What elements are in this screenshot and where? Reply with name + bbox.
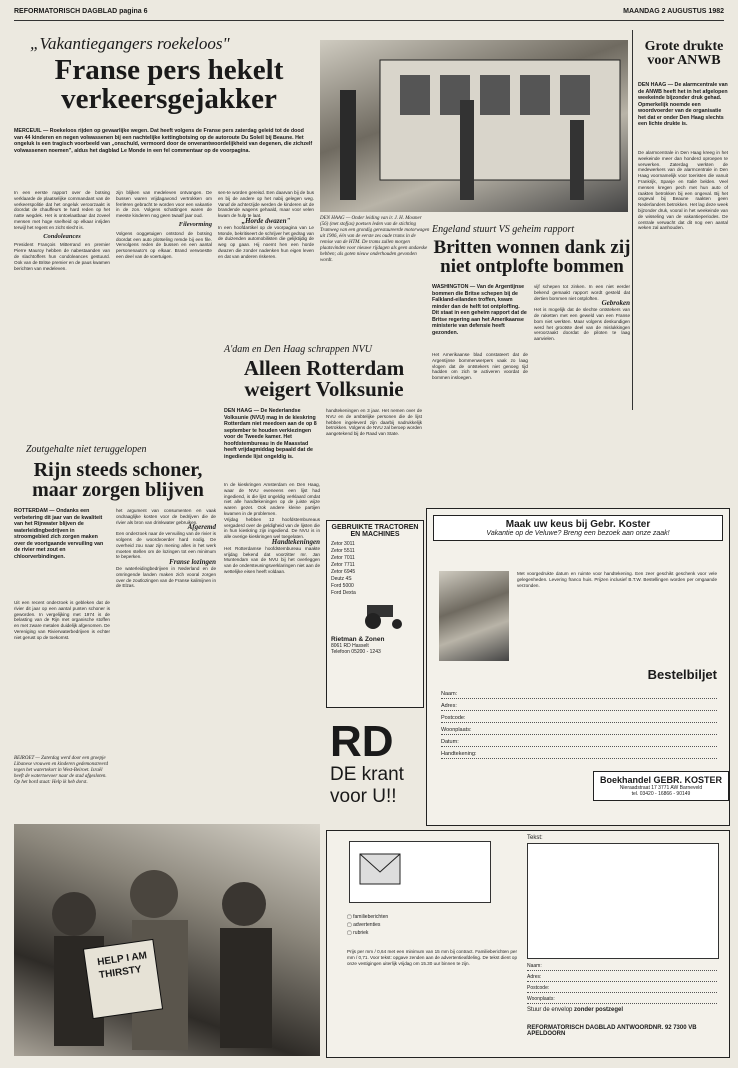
classified-options [347,913,388,937]
anwb-lead: DEN HAAG — De alarmcentrale van de ANWB heeft het in het afgelopen weekeinde bijzonder druk gehad. Opmerkelijk noemde een woordvoerder van de organisatie het dat er onder Den Haag slechts een lichte drukte is. [638,82,728,127]
koster-ad-banner [433,515,723,541]
koster-firm-box [593,771,729,801]
article3-headline: Alleen Rotterdam weigert Volksunie [243,356,405,401]
article4-headline: Rijn steeds schoner, maar zorgen blijven [32,459,204,501]
article1-kicker: „Vakantiegangers roekeloos" [30,34,230,53]
tractor-ad-phone: Telefoon 05200 - 1243 [331,649,381,655]
koster-ad-title: Maak uw keus bij Gebr. Koster [505,519,651,530]
protest-sign-text: HELP I AM THIRSTY [96,950,148,982]
protest-illustration [14,824,320,1056]
order-form-title: Bestelbiljet [647,667,717,682]
rd-ad-line1: DE krant [330,764,404,785]
tractor-item: Zetor 7711 [331,562,355,568]
envelope-icon [350,842,490,902]
subhead-handtekeningen: Handtekeningen [271,537,320,546]
classified-field-name[interactable]: Naam: [527,963,717,971]
article3-col2: handtekeningen en 3 jaar. Het nemen over de NVU en de ambtelijke personen die de lijst hebben ingeleverd zijn daarbij nadrukkelijk betrokken. Volgens de NVU zal beroep worden aangetekend bij de Raad van State. [326,408,422,437]
running-header [14,8,724,21]
tractor-icon [327,597,423,631]
classified-form [326,830,730,1058]
option-advertenties[interactable]: ▢ advertenties [347,922,381,928]
koster-ad-subtitle: Vakantie op de Veluwe? Breng een bezoek aan onze zaak! [486,530,670,537]
classified-footer [527,1007,717,1013]
tram-photo [320,40,628,212]
classified-field-address[interactable]: Adres: [527,974,717,982]
tractor-item: Deutz 4S [331,576,352,582]
order-field-date[interactable]: Datum: [441,739,717,747]
koster-ad [426,508,730,826]
subhead-condoleances: Condoleances [43,232,81,240]
running-header-right: MAANDAG 2 AUGUSTUS 1982 [623,8,724,15]
beirut-photo-caption: BEIROET — Zaterdag werd door een groepje Libanese vrouwen en kinderen gedemonstreerd tegen het watertekort in West-Beiroet. Israël heeft de watertoevoer naar de stad afgesloten. Op het bord staat: Help ik heb dorst. [14,756,108,785]
subhead-filevorming: Filevorming [178,220,212,228]
tractor-item: Zetor 7011 [331,555,355,561]
tractor-ad-title: GEBRUIKTE TRACTOREN EN MACHINES [331,524,419,538]
tractor-ad-address: 8061 RD Hasselt [331,643,369,649]
tractor-item: Ford Dexta [331,590,356,596]
subhead-afgeremd: Afgeremd [187,523,216,532]
classified-address: REFORMATORISCH DAGBLAD ANTWOORDNR. 92 7300 VB APELDOORN [527,1025,697,1037]
order-field-name[interactable]: Naam: [441,691,717,699]
order-field-address[interactable]: Adres: [441,703,717,711]
tram-illustration [320,40,628,212]
tractor-ad-list [327,541,423,597]
anwb-headline: Grote drukte voor ANWB [644,39,724,68]
article3-kicker: A'dam en Den Haag schrappen NVU [224,344,372,355]
article2-lead: WASHINGTON — Van de Argentijnse bommen die Britse schepen bij de Falkland-eilanden troffen, kwam minder dan de helft tot ontploffing. Dit staat in een geheim rapport dat de Britse regering aan het Amerikaanse ministerie van defensie heeft gezonden. [432,284,527,336]
article1-col3: sen-te worden gereisd. Een daarvan bij de bus en bij de andere op het nabij gelegen weg. Vanaf de achterzijde werden de kinderen uit de brandende wagens gehaald, maar voor velen kwam de hulp te laat. „Horde dwazen" In een hoofdartikel op de voorpagina van Le Monde, bekritiseert de schrijver het gedrag van de duizenden automobilisten die gelijktijdig de weg op gaan. Hij noemt hen een horde dwazen die zonder nadenken hun eigen leven en dat van anderen riskeren. [218,190,314,259]
classified-footer-bold: zonder postzegel [574,1007,624,1013]
option-familieberichten[interactable]: ▢ familieberichten [347,914,389,920]
running-header-left: REFORMATORISCH DAGBLAD pagina 6 [14,8,148,15]
koster-firm-name: Boekhandel GEBR. KOSTER [599,775,723,785]
classified-text-label: Tekst: [527,835,543,841]
tram-photo-caption: DEN HAAG — Onder leiding van ir. J. H. Mosmer (56) (met stofjas) poetsen leden van de stichting Tramweg van een grondig gerestaureerde motorwagen uit 1906, één van de eerste zes oude trams in de remise van de HTM. De trams zullen morgen plaatsvinden voor nieuwe rijdagen als geen andaeske hebben; als goten nieuw onderhouden gevonden wordt. [320,216,430,263]
column-rule [632,30,633,410]
article4-kicker: Zoutgehalte niet teruggelopen [26,444,147,455]
classified-footer-label: Stuur de envelop [527,1007,573,1013]
article4-col1: Uit een recent onderzoek is gebleken dat de rivier dit jaar op een aantal punten schoner is geworden. In vergelijking met 1974 is de belasting van de Rijn met organische stoffen en met zware metalen duidelijk afgenomen. De Vereniging van Rivierwaterbedrijven is echter niet gerust op de toekomst. [14,600,110,640]
article1-headline: Franse pers hekelt verkeersgejakker [54,54,284,115]
koster-firm-address: Nieraadstraat 17 3771 AW Barneveld [619,785,703,791]
article4-col2: het argument van consumenten en vaak ondraaglijke kosten voor de bedrijven die de rivier als bron van drinkwater gebruiken. Afgeremd Een onderzoek naar de vervuiling van de rivier is volgens de woordvoerder hard nodig. De overheid zou naar zijn mening alles in het werk moeten stellen om de lozingen tot een minimum te beperken. Franse lozingen De waterleidingbedrijven in Nederland en de omringende landen maken zich vooral zorgen over de zoutlozingen van de Franse kalimijnen in de Elzas. [116,508,216,589]
article2-col2: vijf schepen tot zinken. In een niet eerder bekend gemaakt rapport wordt gesteld dat dertien bommen niet ontploften. Gebroken Het is mogelijk dat de slechte ontstekers van de raketten met een geweld van een Franse bom niet werkten. Maar volgens deskundigen werd het grootste deel van de mislukkingen veroorzaakt doordat de piloten te laag aanvielen. [534,284,630,342]
article3-lead: DEN HAAG — De Nederlandse Volksunie (NVU) mag in de kieskring Rotterdam niet meedoen aan de op 8 september te houden verkiezingen voor de Tweede kamer. Het hoofdstembureau in de Maasstad heeft vrijdagmiddag bepaald dat de ingediende lijst ongeldig is. [224,408,317,460]
article2-headline: Britten wonnen dank zij niet ontplofte bommen [433,237,631,277]
article4-lead: ROTTERDAM — Ondanks een verbetering dit jaar van de kwaliteit van het Rijnwater blijven de waterleidingbedrijven in stroomgebied zich zorgen maken over de voortgaande vervuiling van de rivier met zout en chloorverbindingen. [14,508,104,560]
tractor-item: Zetor 6945 [331,569,356,575]
article1-lead: MERCEUIL — Roekeloos rijden op gevaarlijke wegen. Dat heeft volgens de Franse pers zaterdag geleid tot de dood van 44 kinderen en negen volwassenen bij een nachtelijke kettingbotsing op de autoroute Du Soleil bij Beaune. Het ongeluk is een tragisch voorbeeld van „onschuld, vermoord door de onverantwoordelijkheid van degenen, die zichzelf volwassenen noemen", aldus het dagblad Le Monde in een fel commentaar op de voorpagina. [14,128,313,154]
order-field-postcode[interactable]: Postcode: [441,715,717,723]
tractor-item: Zetor 5511 [331,548,355,554]
article3-col1: In de kieskringen Amsterdam en Den Haag, waar de NVU eveneens een lijst had ingediend, is die lijst ongeldig verklaard omdat niet alle handtekeningen op de juiste wijze waren gezet. Ook andere kleine partijen kwamen in de problemen. Vrijdag hebben 12 hoofdstembureaus vergaderd over de geldigheid van de lijsten die in hun kieskring zijn ingediend. De NVU is in alle overige kieskringen wel toegelaten. Handtekeningen Het Rotterdamse hoofdstembureau maakte vrijdag bekend dat voorzitter mr. Jan Muntendam van de NVU bij het overleggen van de ondersteuningsverklaringen niet aan de wettelijke eisen heeft voldaan. [224,482,320,574]
article2-col1: Het Amerikaanse blad constateert dat de Argentijnse bommenwerpers vaak zo laag vlogen dat de ontstekers niet genoeg tijd hadden om zich te activeren voordat de bommen insloegen. [432,352,528,381]
tractor-ad [326,520,424,708]
subhead-gebroken: Gebroken [601,299,630,308]
koster-firm-phone: tel. 03420 - 16866 - 90149 [631,791,691,797]
classified-address-fields [527,963,717,1007]
option-rubriek[interactable]: ▢ rubriek [347,930,369,936]
koster-ad-offer: Met voorgedrukte datum en ruimte voor handtekening. Een zeer geschikt geschenk voor vele gelegenheden. Levering franco huis. Prijzen inclusief B.T.W. Bestellingen worden per omgaande verzonden. [517,571,717,588]
rd-ad [330,717,420,824]
subhead-horde-dwazen: „Horde dwazen" [241,216,291,225]
book-cover-image [439,571,509,661]
order-form [441,691,717,763]
article2-kicker: Engeland stuurt VS geheim rapport [432,224,575,235]
anwb-body: De alarmcentrale in Den Haag kreeg in het weekeinde meer dan honderd oproepen te verwerken. Zaterdag werkten de medewerkers van de alarmcentrale in Den Haag voornamelijk voor toeristen die vanuit Frankrijk, Spanje en Italië belden. Veel mensen kregen pech met hun auto of raakten betrokken bij een ongeval. Bij het ongeval bij Beaune raakten geen Nederlanders betrokken. Het lag deze week bijzonder druk, vooral in het weekeinde van de wisseling van de vakantieperiodes. De centrale verwacht dat dit nog een aantal weken zal aanhouden. [638,150,728,231]
article1-col2: zijn blijken van medeleven ontvangen. De bussen waren vrijdagavond vertrokken om ferriëren gebracht te worden voor een vakantie in de zon. Volgens schattingen waren de meeste kinderen nog geen twaalf jaar oud. Filevorming Volgens ooggetuigen ontstond de botsing doordat een auto plotseling remde bij een file. Vervolgens reden de bussen en een aantal personenauto's op elkaar. Brand verwoestte een deel van de voertuigen. [116,190,212,259]
rd-ad-line2: voor U!! [330,786,397,807]
tractor-item: Ford 5000 [331,583,354,589]
mailbox-illustration [349,841,491,903]
classified-field-postcode[interactable]: Postcode: [527,985,717,993]
classified-text-area[interactable] [527,843,719,959]
subhead-franse-lozingen: Franse lozingen [169,558,216,567]
order-field-signature[interactable]: Handtekening: [441,751,717,759]
order-field-city[interactable]: Woonplaats: [441,727,717,735]
beirut-photo [14,824,320,1056]
classified-field-city[interactable]: Woonplaats: [527,996,717,1004]
rd-logo: RD [330,717,394,766]
classified-instructions: Prijs per mm / 0,64 met een minimum van 15 mm bij contract. Familieberichten per mm / 0,71. Voor tekst: opgave zenden aan de advertentieafdeling. De tekst dient op onze vestigingen uiterlijk vrijdag om 15.30 uur binnen te zijn. [347,949,517,966]
tractor-ad-firm: Rietman & Zonen [331,636,385,643]
article1-col1: In een eerste rapport over de botsing verklaarde de plaatselijke commandant van de verkeerspolitie dat het ongeluk veroorzaakt is doordat de chauffeurs te hard reden op het natte wegdek. Het is ontoelaatbaar dat zoveel mensen met hoge snelheid op elkaar inrijden terwijl het regent en zicht slecht is. Condoleances President François Mitterrand en premier Pierre Mauroy hebben de nabestaanden van de slachtoffers hun condoleances gestuurd. Ook van de Britse premier en de paus kwamen berichten van medeleven. [14,190,110,271]
tractor-item: Zetor 3011 [331,541,355,547]
